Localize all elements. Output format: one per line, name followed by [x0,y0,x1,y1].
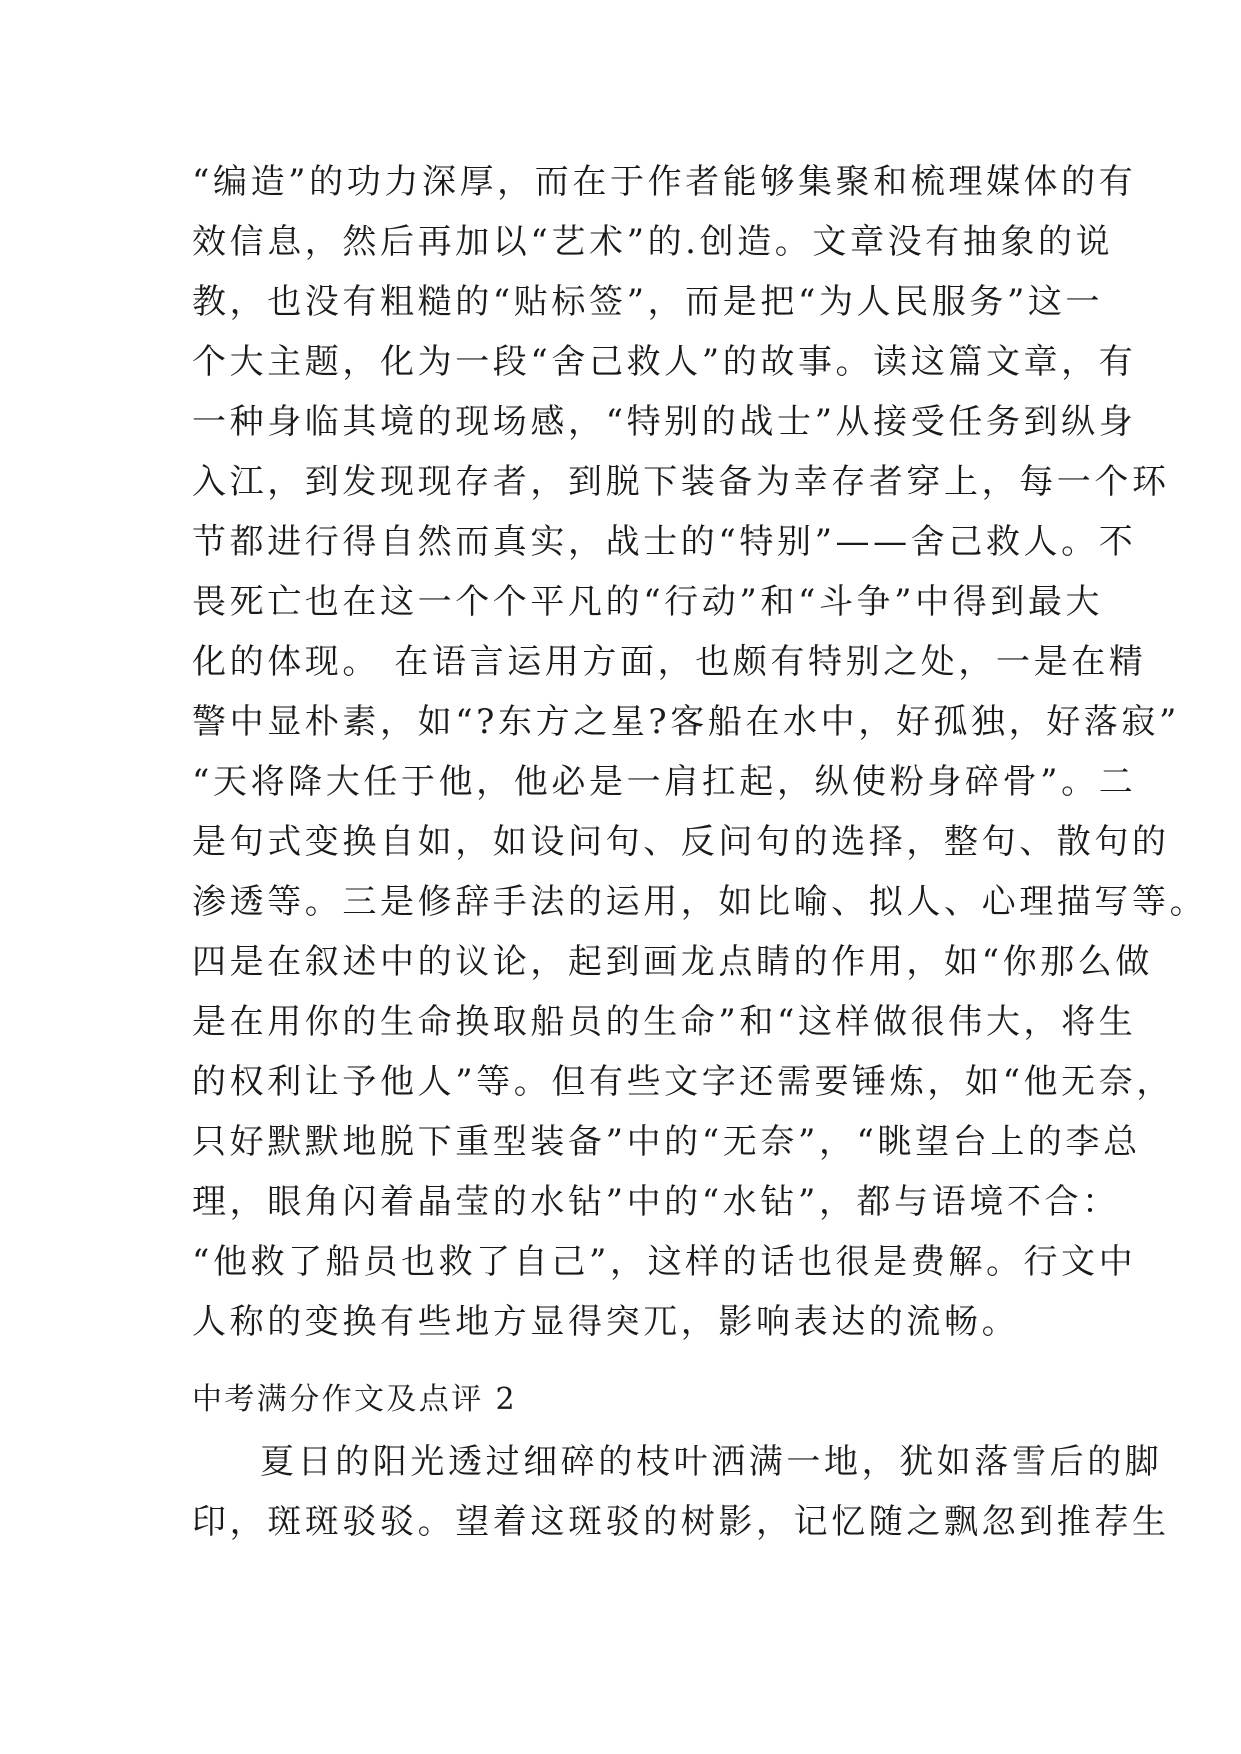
text-line: 效信息，然后再加以“艺术”的.创造。文章没有抽象的说 [192,222,1114,262]
text-line: 理，眼角闪着晶莹的水钻”中的“水钻”，都与语境不合： [192,1182,1120,1222]
commentary-paragraph [192,152,1208,1352]
text-line: 渗透等。三是修辞手法的运用，如比喻、拟人、心理描写等。 [192,882,1208,922]
text-line: 化的体现。 在语言运用方面，也颇有特别之处，一是在精 [192,642,1147,682]
text-line: 是句式变换自如，如设问句、反问句的选择，整句、散句的 [192,822,1170,862]
text-line: “天将降大任于他，他必是一肩扛起，纵使粉身碎骨”。二 [192,762,1137,802]
text-line: 一种身临其境的现场感，“特别的战士”从接受任务到纵身 [192,402,1137,442]
text-line: “他救了船员也救了自己”，这样的话也很是费解。行文中 [192,1242,1137,1282]
section-heading-text: 中考满分作文及点评 2 [192,1382,518,1417]
section-heading [192,1370,1062,1430]
text-line: 个大主题，化为一段“舍己救人”的故事。读这篇文章，有 [192,342,1137,382]
text-line: 是在用你的生命换取船员的生命”和“这样做很伟大，将生 [192,1002,1137,1042]
text-line: 人称的变换有些地方显得突兀，影响表达的流畅。 [192,1302,1020,1342]
text-line: 教，也没有粗糙的“贴标签”，而是把“为人民服务”这一 [192,282,1104,322]
text-line: 的权利让予他人”等。但有些文字还需要锤炼，如“他无奈， [192,1062,1174,1102]
text-line: 畏死亡也在这一个个平凡的“行动”和“斗争”中得到最大 [192,582,1104,622]
text-line: 警中显朴素，如“?东方之星?客船在水中，好孤独，好落寂” [192,702,1181,742]
text-line: 节都进行得自然而真实，战士的“特别”——舍己救人。不 [192,522,1137,562]
text-line: 印，斑斑驳驳。望着这斑驳的树影，记忆随之飘忽到推荐生 [192,1502,1170,1542]
text-line: 四是在叙述中的议论，起到画龙点睛的作用，如“你那么做 [192,942,1153,982]
text-line: 夏日的阳光透过细碎的枝叶洒满一地，犹如落雪后的脚 [260,1442,1163,1482]
text-line: 入江，到发现现存者，到脱下装备为幸存者穿上，每一个环 [192,462,1170,502]
text-line: “编造”的功力深厚，而在于作者能够集聚和梳理媒体的有 [192,162,1137,202]
text-line: 只好默默地脱下重型装备”中的“无奈”，“眺望台上的李总 [192,1122,1141,1162]
essay-paragraph [192,1432,1170,1552]
